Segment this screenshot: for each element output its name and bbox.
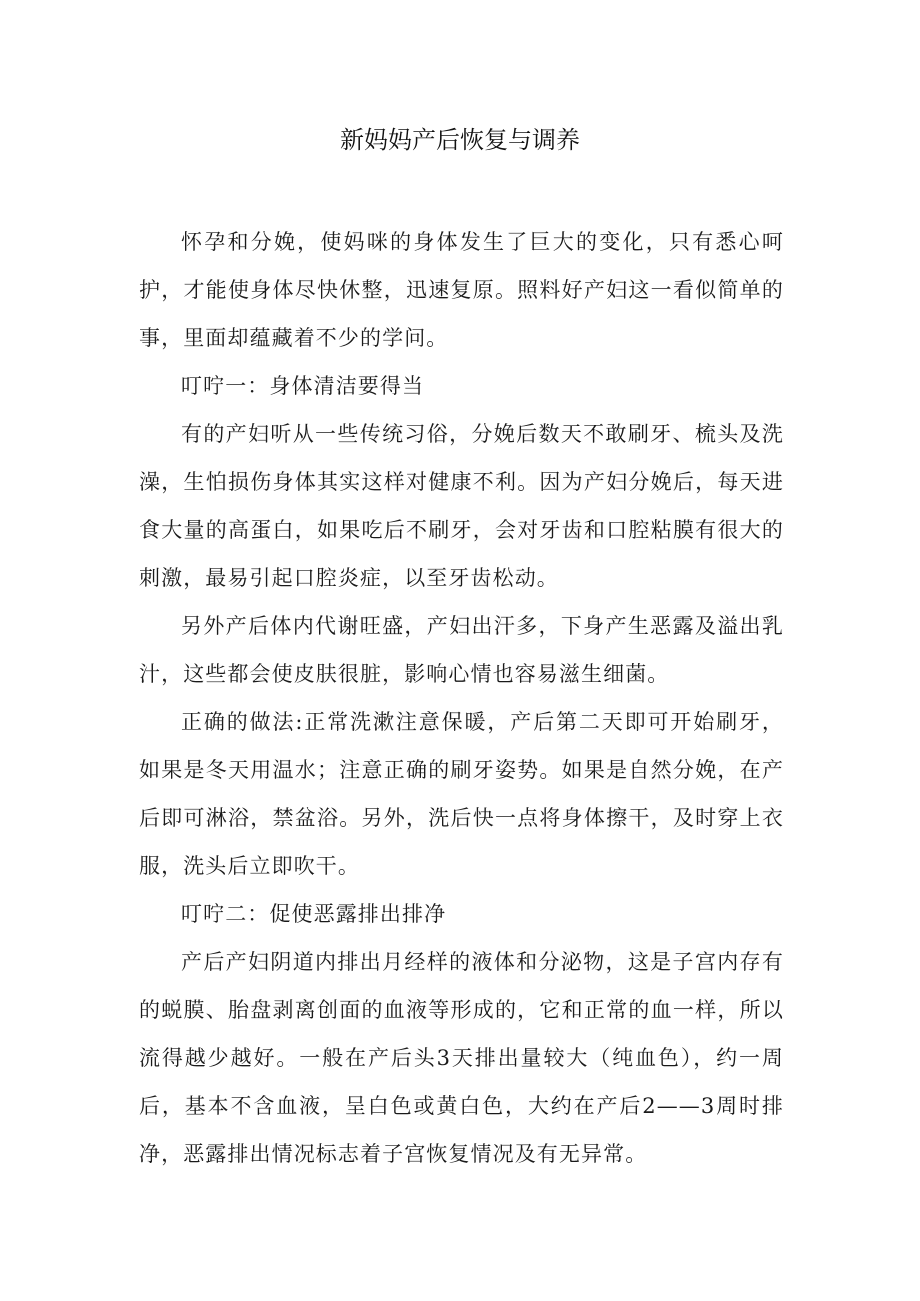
paragraph-intro: 怀孕和分娩，使妈咪的身体发生了巨大的变化，只有悉心呵护，才能使身体尽快休整，迅速复原。照料好产妇这一看似简单的事，里面却蕴藏着不少的学问。: [139, 230, 784, 350]
paragraph-hygiene: 有的产妇听从一些传统习俗，分娩后数天不敢刷牙、梳头及洗澡，生怕损伤身体其实这样对健康不利。因为产妇分娩后，每天进食大量的高蛋白，如果吃后不刷牙，会对牙齿和口腔粘膜有很大的刺激，最易引起口腔炎症，以至牙齿松动。: [139, 422, 784, 590]
paragraph-correct-method: 正确的做法:正常洗漱注意保暖，产后第二天即可开始刷牙，如果是冬天用温水；注意正确的刷牙姿势。如果是自然分娩，在产后即可淋浴，禁盆浴。另外，洗后快一点将身体擦干，及时穿上衣服，洗头后立即吹干。: [139, 710, 784, 878]
document-title: 新妈妈产后恢复与调养: [340, 126, 580, 154]
paragraph-lochia: 产后产妇阴道内排出月经样的液体和分泌物，这是子宫内存有的蜕膜、胎盘剥离创面的血液等形成的，它和正常的血一样，所以流得越少越好。一般在产后头3天排出量较大（纯血色），约一周后，基本不含血液，呈白色或黄白色，大约在产后2——3周时排净，恶露排出情况标志着子宫恢复情况及有无异常。: [139, 950, 784, 1166]
section-heading-2: 叮咛二：促使恶露排出排净: [181, 902, 447, 926]
section-heading-1: 叮咛一：身体清洁要得当: [181, 374, 425, 398]
document-body: [139, 218, 784, 1178]
paragraph-metabolism: 另外产后体内代谢旺盛，产妇出汗多，下身产生恶露及溢出乳汁，这些都会使皮肤很脏，影响心情也容易滋生细菌。: [139, 614, 784, 686]
